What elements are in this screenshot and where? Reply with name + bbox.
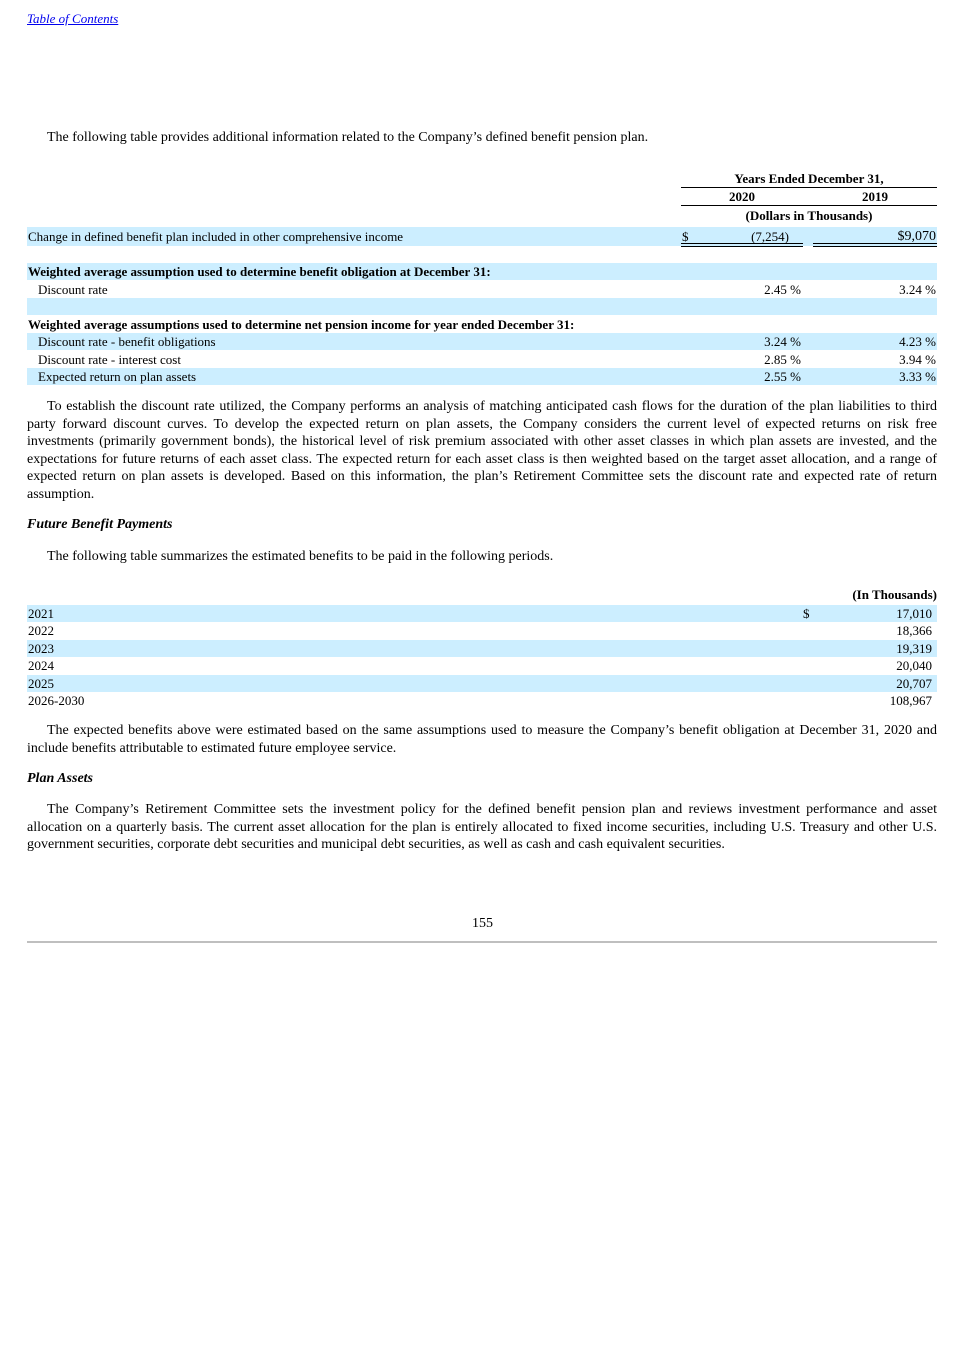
plan-assets-paragraph: The Company’s Retirement Committee sets the investment policy for the defined benefit pension plan and reviews investment performance and asset allocation on a quarterly basis. The current asset allocation for the plan is entirely allocated to fixed income securities, including U.S. Treasury and other U.S. government securities, corporate debt securities and municipal debt securities, as well as cash and cash equivalent securities.	[27, 802, 937, 852]
value-2020: 2.55 %	[764, 369, 801, 384]
row-label: Discount rate - interest cost	[38, 352, 181, 367]
future-benefits-units: (In Thousands)	[852, 587, 937, 602]
benefit-amount: 18,366	[896, 623, 932, 638]
year-label: 2026-2030	[28, 693, 85, 708]
benefit-amount: 20,040	[896, 658, 932, 673]
footer-rule	[27, 941, 937, 943]
value-2019: 4.23 %	[899, 334, 936, 349]
benefit-amount: 17,010	[896, 606, 932, 621]
section-title: Weighted average assumptions used to determine net pension income for year ended December 31:	[28, 317, 575, 332]
double-underline-2020	[681, 243, 803, 247]
page-number: 155	[472, 916, 493, 931]
future-benefits-note: The expected benefits above were estimated based on the same assumptions used to measure the Company’s benefit obligation at December 31, 2020 and include benefits attributable to estimated future employee service.	[27, 723, 937, 756]
table-row	[27, 368, 937, 385]
table-row	[27, 622, 937, 639]
value-2019: 3.94 %	[899, 352, 936, 367]
units-label: (Dollars in Thousands)	[745, 208, 873, 223]
benefit-amount: 19,319	[896, 641, 932, 656]
table-row	[27, 351, 937, 368]
table-row	[27, 640, 937, 657]
change-2020-value: (7,254)	[751, 229, 789, 244]
row-label: Discount rate	[38, 282, 108, 297]
benefit-amount: 20,707	[896, 676, 932, 691]
spacer-row	[27, 298, 937, 315]
value-2020: 2.45 %	[764, 282, 801, 297]
change-2019-value: $9,070	[897, 229, 936, 244]
value-2019: 3.33 %	[899, 369, 936, 384]
header-rule	[681, 187, 937, 188]
table-row	[27, 333, 937, 350]
section-title: Weighted average assumption used to determine benefit obligation at December 31:	[28, 264, 491, 279]
table-of-contents-link[interactable]: Table of Contents	[27, 11, 119, 26]
future-benefits-intro: The following table summarizes the estimated benefits to be paid in the following periods.	[47, 549, 554, 564]
table-row	[27, 263, 937, 280]
value-2020: 2.85 %	[764, 352, 801, 367]
discount-rate-paragraph: To establish the discount rate utilized, the Company performs an analysis of matching anticipated cash flows for the duration of the plan liabilities to third party forward discount curves. To develop the expected return on plan assets, the Company considers the current level of expected returns on risk free investments (primarily government bonds), the historical level of risk premium associated with other asset classes in which plan assets are invested, and the expectations for future returns of each asset class. The expected return for each asset class is then weighted based on the target asset allocation, and a range of expected return on plan assets is developed. Based on this information, the plan’s Retirement Committee sets the discount rate and expected rate of return assumption.	[27, 399, 937, 502]
double-underline-2019	[813, 243, 937, 247]
table-row	[27, 605, 937, 622]
subheader-rule	[681, 205, 937, 206]
column-2020-header: 2020	[729, 189, 755, 204]
value-2019: 3.24 %	[899, 282, 936, 297]
table-row	[27, 281, 937, 298]
currency-symbol: $	[803, 606, 810, 621]
benefit-amount: 108,967	[889, 693, 932, 708]
year-label: 2024	[28, 658, 54, 673]
year-label: 2022	[28, 623, 54, 638]
future-benefits-heading: Future Benefit Payments	[27, 517, 173, 532]
year-label: 2021	[28, 606, 54, 621]
year-label: 2025	[28, 676, 54, 691]
value-2020: 3.24 %	[764, 334, 801, 349]
table-row	[27, 316, 937, 333]
plan-assets-heading: Plan Assets	[27, 771, 93, 786]
row-label: Expected return on plan assets	[38, 369, 197, 384]
table-row	[27, 675, 937, 692]
table-row	[27, 657, 937, 674]
period-header: Years Ended December 31,	[734, 171, 884, 186]
year-label: 2023	[28, 641, 54, 656]
row-label: Discount rate - benefit obligations	[38, 334, 216, 349]
table-row	[27, 692, 937, 709]
column-2019-header: 2019	[862, 189, 888, 204]
change-row-label: Change in defined benefit plan included in other comprehensive income	[28, 229, 404, 244]
currency-symbol: $	[682, 229, 689, 244]
intro-paragraph: The following table provides additional information related to the Company’s defined benefit pension plan.	[47, 130, 649, 145]
